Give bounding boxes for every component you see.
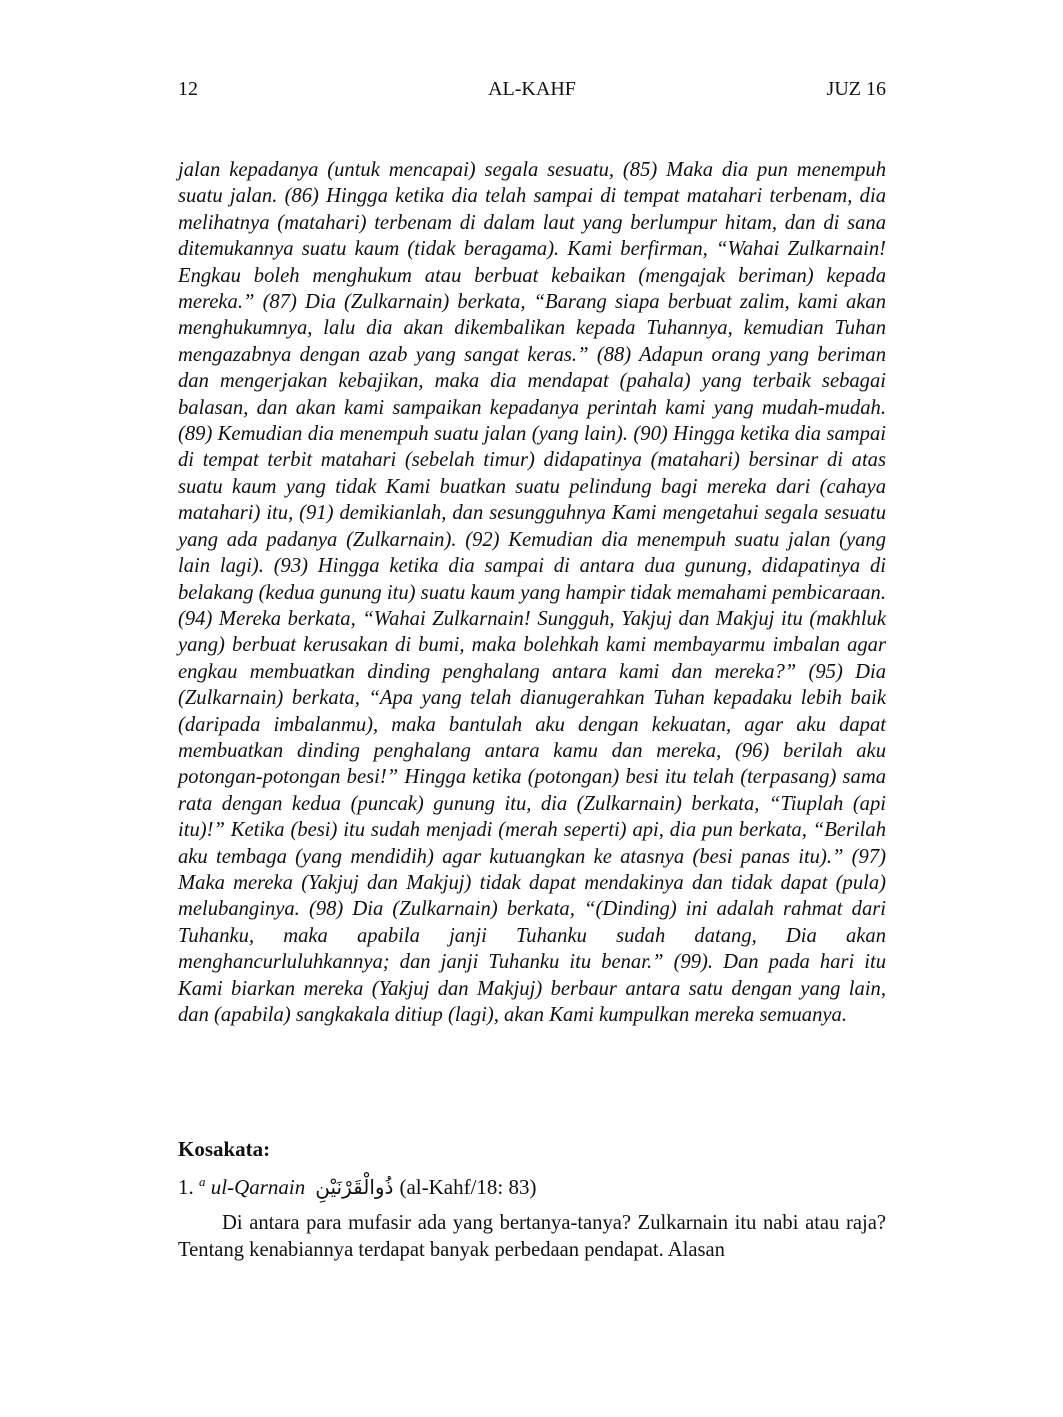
vocabulary-item-reference: (al-Kahf/18: 83) — [399, 1175, 537, 1199]
chapter-title: AL-KAHF — [488, 78, 576, 100]
vocabulary-item-term: ul-Qarnain — [210, 1175, 306, 1199]
page-number: 12 — [178, 78, 198, 100]
translation-paragraph: jalan kepadanya (untuk mencapai) segala sesuatu, (85) Maka dia pun menempuh suatu jalan. (86) Hingga ketika dia telah sampai di tempat matahari terbenam, dia melihatnya (matahari) terbenam di dalam laut yang berlumpur hitam, dan di sana ditemukannya suatu kaum (tidak beragama). Kami berfirman, “Wahai Zulkarnain! Engkau boleh menghukum atau berbuat kebaikan (mengajak beriman) kepada mereka.” (87) Dia (Zulkarnain) berkata, “Barang siapa berbuat zalim, kami akan menghukumnya, lalu dia akan dikembalikan kepada Tuhannya, kemudian Tuhan mengazabnya dengan azab yang sangat keras.” (88) Adapun orang yang beriman dan mengerjakan kebajikan, maka dia mendapat (pahala) yang terbaik sebagai balasan, dan akan kami sampaikan kepadanya perintah kami yang mudah-mudah. (89) Kemudian dia menempuh suatu jalan (yang lain). (90) Hingga ketika dia sampai di tempat terbit matahari (sebelah timur) didapatinya (matahari) bersinar di atas suatu kaum yang tidak Kami buatkan suatu pelindung bagi mereka dari (cahaya matahari) itu, (91) demikianlah, dan sesungguhnya Kami mengetahui segala sesuatu yang ada padanya (Zulkarnain). (92) Kemudian dia menempuh suatu jalan (yang lain lagi). (93) Hingga ketika dia sampai di antara dua gunung, didapatinya di belakang (kedua gunung itu) suatu kaum yang hampir tidak memahami pembicaraan. (94) Mereka berkata, “Wahai Zulkarnain! Sungguh, Yakjuj dan Makjuj itu (makhluk yang) berbuat kerusakan di bumi, maka bolehkah kami membayarmu imbalan agar engkau membuatkan dinding penghalang antara kami dan mereka?” (95) Dia (Zulkarnain) berkata, “Apa yang telah dianugerahkan Tuhan kepadaku lebih baik (daripada imbalanmu), maka bantulah aku dengan kekuatan, agar aku dapat membuatkan dinding penghalang antara kamu dan mereka, (96) berilah aku potongan-potongan besi!” Hingga ketika (potongan) besi itu telah (terpasang) sama rata dengan kedua (puncak) gunung itu, dia (Zulkarnain) berkata, “Tiuplah (api itu)!” Ketika (besi) itu sudah menjadi (merah seperti) api, dia pun berkata, “Berilah aku tembaga (yang mendidih) agar kutuangkan ke atasnya (besi panas itu).” (97) Maka mereka (Yakjuj dan Makjuj) tidak dapat mendakinya dan tidak dapat (pula) melubanginya. (98) Dia (Zulkarnain) berkata, “(Dinding) ini adalah rahmat dari Tuhanku, maka apabila janji Tuhanku sudah datang, Dia akan menghancurluluhkannya; dan janji Tuhanku itu benar.” (99). Dan pada hari itu Kami biarkan mereka (Yakjuj dan Makjuj) berbaur antara satu dengan yang lain, dan (apabila) sangkakala ditiup (lagi), akan Kami kumpulkan mereka semuanya. — [178, 159, 886, 1026]
page-header — [178, 76, 886, 102]
vocabulary-item-number: 1. — [178, 1175, 194, 1199]
vocabulary-item — [178, 1167, 886, 1202]
vocabulary-heading: Kosakata: — [178, 1137, 271, 1161]
commentary-paragraph: Di antara para mufasir ada yang bertanya-tanya? Zulkarnain itu nabi atau raja? Tentang kenabiannya terdapat banyak perbedaan pendapat. Alasan — [178, 1212, 886, 1261]
vocabulary-item-arabic: ذُوالْقَرْنَيْنِ — [315, 1175, 394, 1199]
vocabulary-item-superscript: a — [199, 1174, 206, 1189]
juz-label: JUZ 16 — [826, 78, 886, 100]
